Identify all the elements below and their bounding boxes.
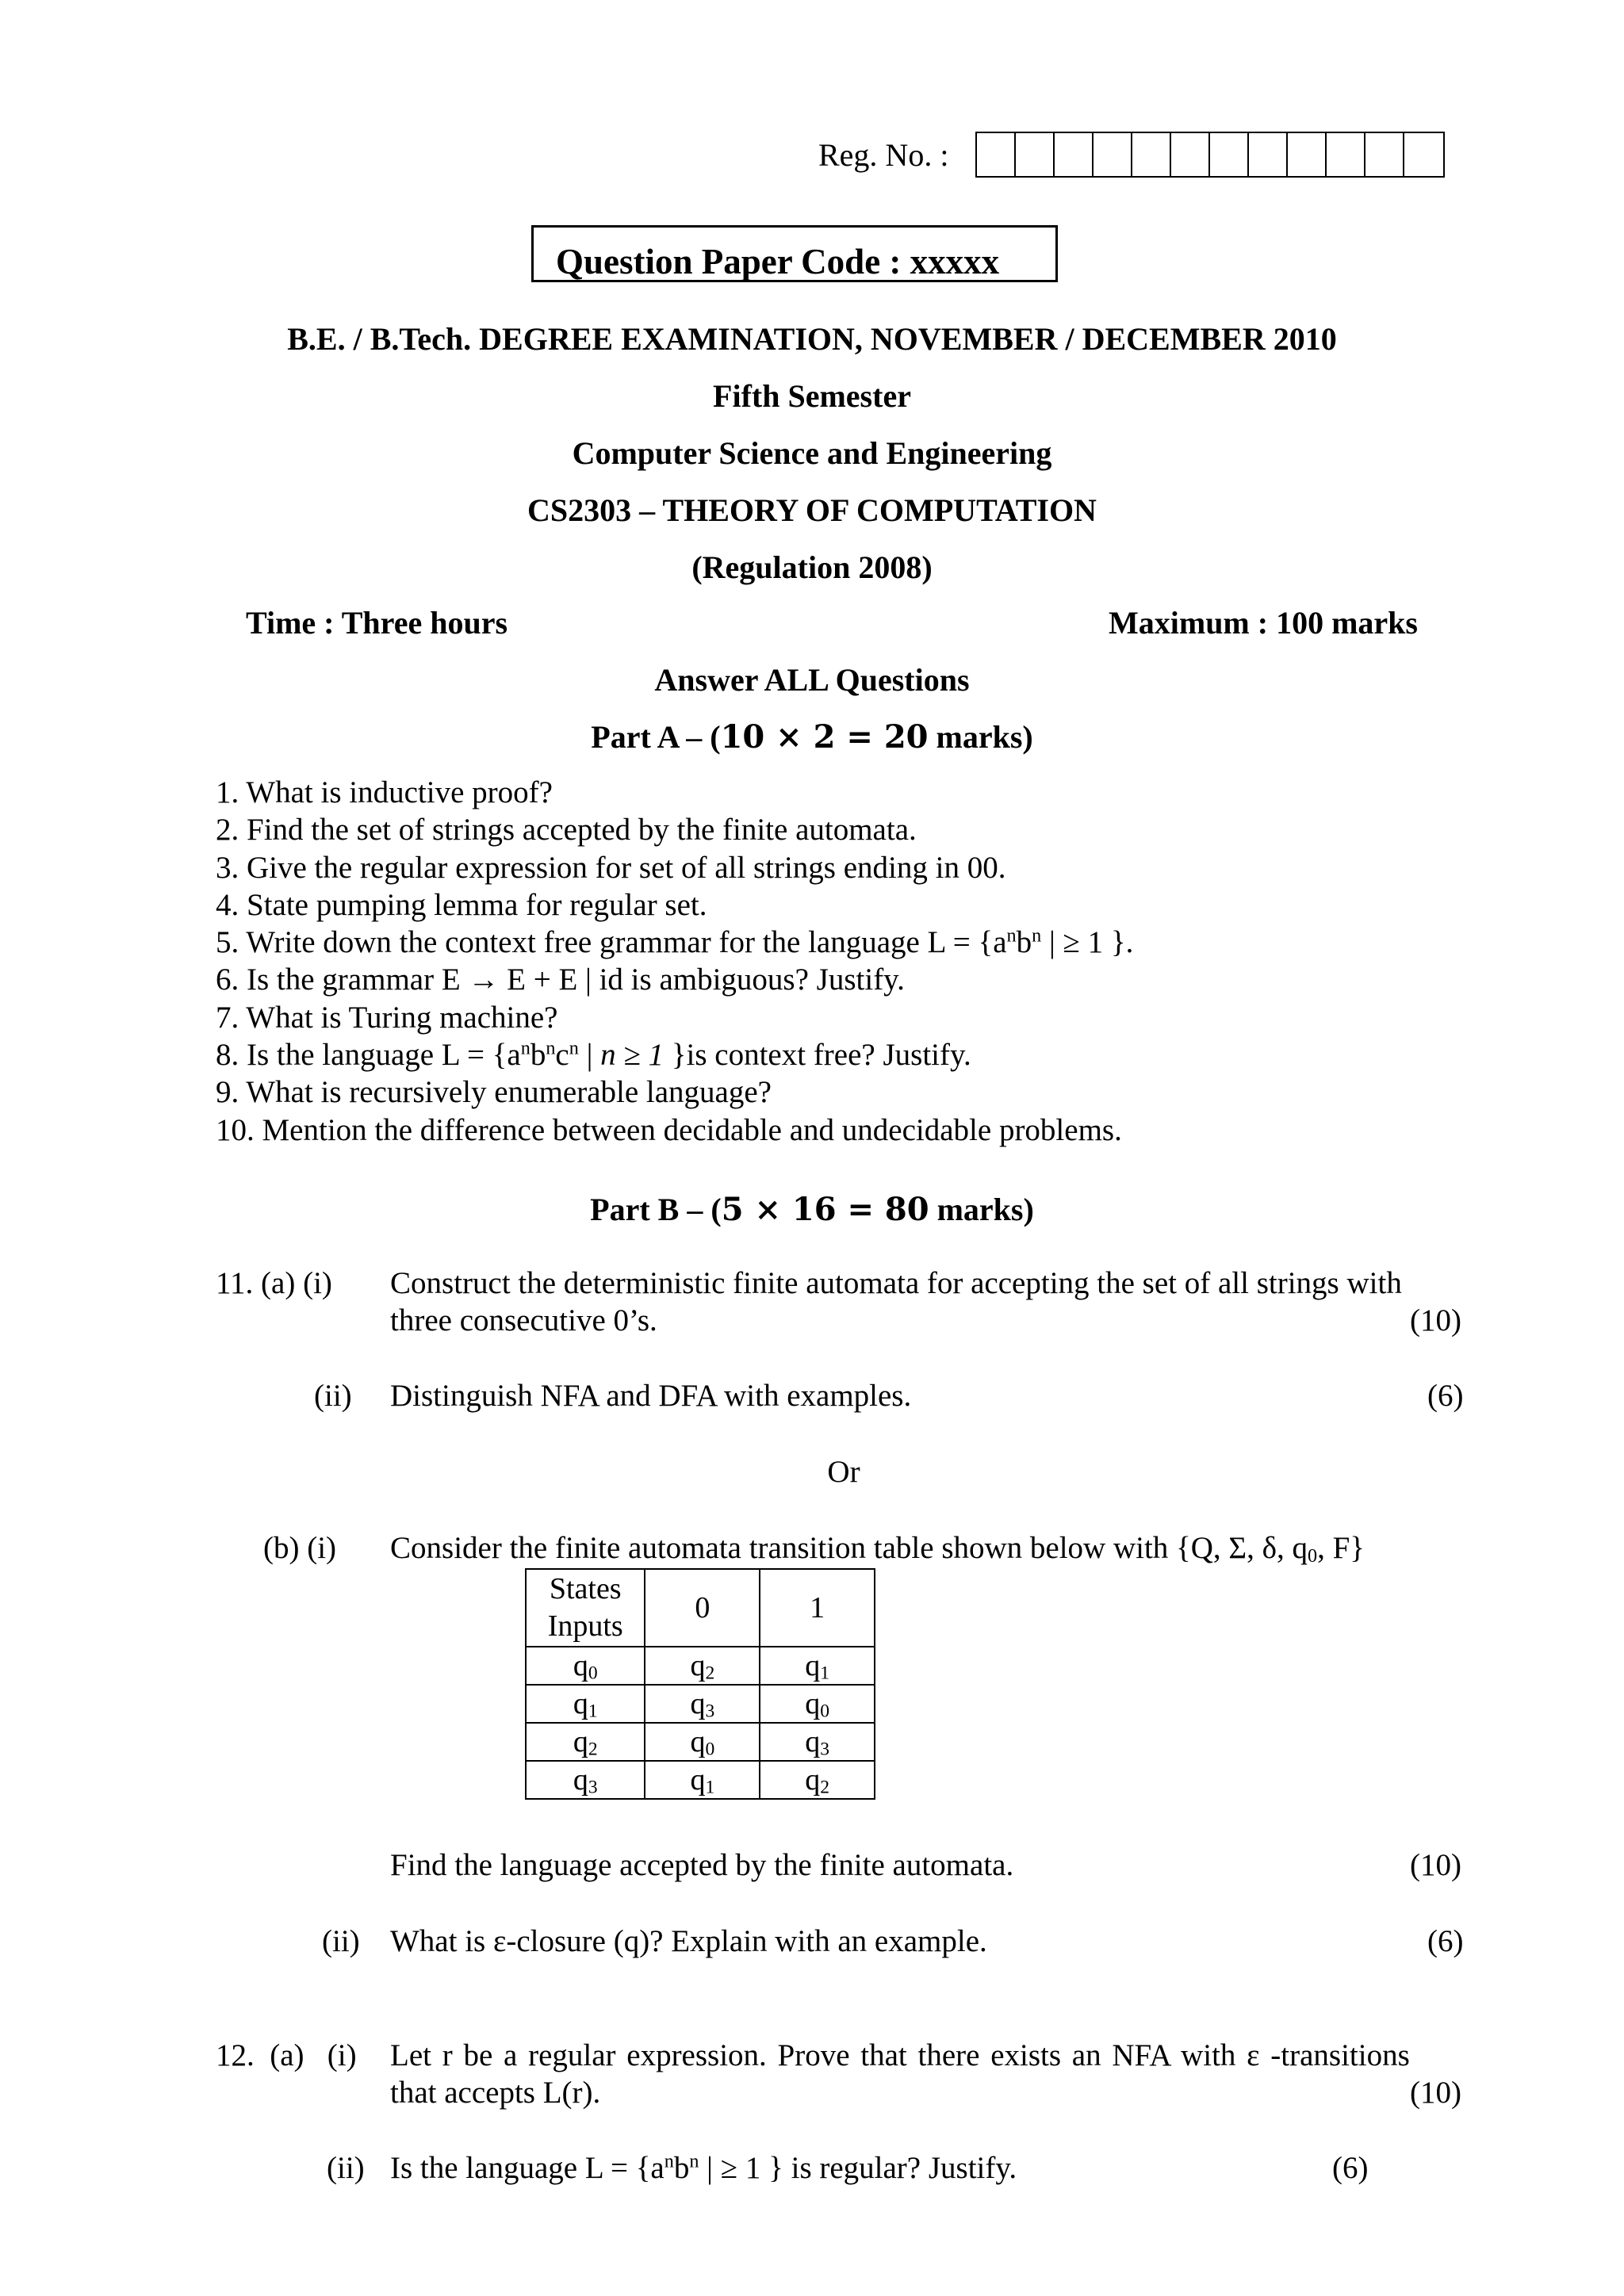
q12a-i-text-cont: that accepts L(r). bbox=[390, 2076, 601, 2110]
q5-text-a: 5. Write down the context free grammar for the language L = {a bbox=[216, 925, 1007, 960]
reg-box bbox=[1404, 133, 1443, 176]
reg-box bbox=[1132, 133, 1171, 176]
q8-text-c: c bbox=[555, 1038, 569, 1073]
q8-sup-n: n bbox=[520, 1037, 530, 1059]
q12-label: 12. (a) (i) bbox=[216, 2038, 357, 2072]
q12a-ii-text-a: Is the language L = {a bbox=[390, 2151, 665, 2185]
reg-box bbox=[977, 133, 1016, 176]
q11b-ii-text: What is ε-closure (q)? Explain with an example. bbox=[390, 1924, 987, 1958]
q5-text-b: b bbox=[1016, 925, 1032, 960]
table-head-0: 0 bbox=[645, 1569, 760, 1647]
q8-text-a: 8. Is the language L = {a bbox=[216, 1038, 521, 1073]
table-row bbox=[526, 1761, 875, 1799]
q5-text-c: | ≥ 1 }. bbox=[1041, 925, 1134, 960]
q5-sup-n: n bbox=[1006, 924, 1017, 947]
table-row bbox=[526, 1723, 875, 1761]
q11a-ii-label: (ii) bbox=[314, 1379, 352, 1413]
table-cell: $q_2$ bbox=[760, 1761, 875, 1799]
q12a-ii-sup-n2: n bbox=[689, 2150, 699, 2172]
q8-math: n ≥ 1 bbox=[600, 1038, 665, 1073]
table-cell: $q_1$ bbox=[526, 1685, 645, 1723]
q11b-ii-label: (ii) bbox=[322, 1924, 360, 1958]
part-b-title-math: 5 × 16 = 80 bbox=[721, 1191, 929, 1228]
part-a-title bbox=[0, 718, 1624, 756]
table-head-1: 1 bbox=[760, 1569, 875, 1647]
reg-box bbox=[1249, 133, 1288, 176]
q8-text-d: | bbox=[578, 1038, 601, 1073]
q8-text-b: b bbox=[530, 1038, 546, 1073]
table-cell: $q_0$ bbox=[645, 1723, 760, 1761]
q11a-ii-marks: (6) bbox=[1427, 1379, 1464, 1413]
q8-sup-n2: n bbox=[546, 1037, 556, 1059]
q11b-i-sub: 0 bbox=[1308, 1544, 1318, 1567]
reg-box bbox=[1327, 133, 1365, 176]
reg-box bbox=[1288, 133, 1327, 176]
head-states: States bbox=[549, 1572, 622, 1605]
q5-sup-n2: n bbox=[1032, 924, 1042, 947]
table-row bbox=[526, 1685, 875, 1723]
q12a-ii-sup-n: n bbox=[664, 2150, 674, 2172]
part-a-title-prefix: Part A – ( bbox=[591, 719, 721, 755]
regulation: (Regulation 2008) bbox=[691, 549, 933, 585]
part-b-title bbox=[0, 1191, 1624, 1229]
q12a-ii-text-c: | ≥ 1 } is regular? Justify. bbox=[699, 2151, 1017, 2185]
time-allowed: Time : Three hours bbox=[246, 605, 508, 641]
q12a-ii-marks: (6) bbox=[1332, 2151, 1369, 2185]
reg-box bbox=[1171, 133, 1210, 176]
course-title: CS2303 – THEORY OF COMPUTATION bbox=[527, 492, 1097, 528]
q11b-i-marks: (10) bbox=[1410, 1848, 1461, 1882]
part-a-questions bbox=[216, 774, 1133, 1149]
or-separator: Or bbox=[827, 1455, 860, 1489]
part-a-title-math: 10 × 2 = 20 bbox=[720, 718, 929, 756]
table-cell: $q_2$ bbox=[526, 1723, 645, 1761]
q11-label: 11. (a) (i) bbox=[216, 1266, 332, 1300]
question-10: 10. Mention the difference between decidable and undecidable problems. bbox=[216, 1112, 1122, 1147]
reg-box bbox=[1055, 133, 1094, 176]
q11b-i-text bbox=[390, 1530, 1365, 1567]
reg-box bbox=[1365, 133, 1404, 176]
transition-table bbox=[525, 1568, 875, 1800]
question-7: 7. What is Turing machine? bbox=[216, 1000, 558, 1035]
q8-sup-n3: n bbox=[569, 1037, 579, 1059]
reg-no-label: Reg. No. : bbox=[818, 137, 949, 173]
table-header-row bbox=[526, 1569, 875, 1647]
reg-no-boxes bbox=[975, 132, 1445, 178]
part-b-title-suffix: marks) bbox=[929, 1192, 1034, 1227]
question-5 bbox=[216, 924, 1133, 961]
question-9: 9. What is recursively enumerable language? bbox=[216, 1075, 772, 1110]
q11a-i-text-cont: three consecutive 0’s. bbox=[390, 1303, 657, 1337]
question-6: 6. Is the grammar E → E + E | id is ambiguous? Justify. bbox=[216, 962, 905, 997]
table-cell: $q_1$ bbox=[645, 1761, 760, 1799]
reg-box bbox=[1094, 133, 1132, 176]
table-cell: $q_1$ bbox=[760, 1647, 875, 1685]
reg-box bbox=[1016, 133, 1055, 176]
q11b-i-text-b: , F} bbox=[1317, 1531, 1365, 1565]
q12a-i-text: Let r be a regular expression. Prove that there exists an NFA with ε -transitions bbox=[390, 2038, 1410, 2072]
table-cell: $q_3$ bbox=[526, 1761, 645, 1799]
table-row bbox=[526, 1647, 875, 1685]
q11b-ii-marks: (6) bbox=[1427, 1924, 1464, 1958]
table-cell: $q_0$ bbox=[760, 1685, 875, 1723]
q11a-ii-text: Distinguish NFA and DFA with examples. bbox=[390, 1379, 912, 1413]
semester: Fifth Semester bbox=[713, 378, 911, 414]
reg-box bbox=[1210, 133, 1249, 176]
head-inputs: Inputs bbox=[547, 1609, 623, 1643]
paper-code: Question Paper Code : xxxxx bbox=[531, 225, 1058, 282]
question-2: 2. Find the set of strings accepted by the finite automata. bbox=[216, 813, 917, 848]
exam-title: B.E. / B.Tech. DEGREE EXAMINATION, NOVEMBER / DECEMBER 2010 bbox=[287, 321, 1337, 357]
q8-text-f: }is context free? Justify. bbox=[664, 1038, 971, 1073]
part-a-title-suffix: marks) bbox=[928, 719, 1033, 755]
question-4: 4. State pumping lemma for regular set. bbox=[216, 887, 707, 922]
q12a-i-marks: (10) bbox=[1410, 2076, 1461, 2110]
part-b-title-prefix: Part B – ( bbox=[590, 1192, 722, 1227]
table-head-states-inputs bbox=[526, 1569, 645, 1647]
instruction: Answer ALL Questions bbox=[654, 662, 970, 698]
q11b-i-text-a: Consider the finite automata transition table shown below with {Q, Σ, δ, q bbox=[390, 1531, 1308, 1565]
table-cell: $q_0$ bbox=[526, 1647, 645, 1685]
maximum-marks: Maximum : 100 marks bbox=[1109, 605, 1418, 641]
table-cell: $q_3$ bbox=[760, 1723, 875, 1761]
q11b-i-find: Find the language accepted by the finite automata. bbox=[390, 1848, 1014, 1882]
q12a-ii-text bbox=[390, 2150, 1017, 2187]
table-cell: $q_2$ bbox=[645, 1647, 760, 1685]
question-1: 1. What is inductive proof? bbox=[216, 775, 553, 809]
q12a-ii-label: (ii) bbox=[327, 2151, 365, 2185]
q11b-label: (b) (i) bbox=[263, 1531, 337, 1565]
q11a-i-text: Construct the deterministic finite automata for accepting the set of all strings with bbox=[390, 1266, 1402, 1300]
q12a-ii-text-b: b bbox=[673, 2151, 690, 2185]
q11a-i-marks: (10) bbox=[1410, 1303, 1461, 1337]
question-3: 3. Give the regular expression for set of all strings ending in 00. bbox=[216, 850, 1006, 885]
table-cell: $q_3$ bbox=[645, 1685, 760, 1723]
department: Computer Science and Engineering bbox=[572, 435, 1052, 471]
question-8 bbox=[216, 1036, 1133, 1073]
